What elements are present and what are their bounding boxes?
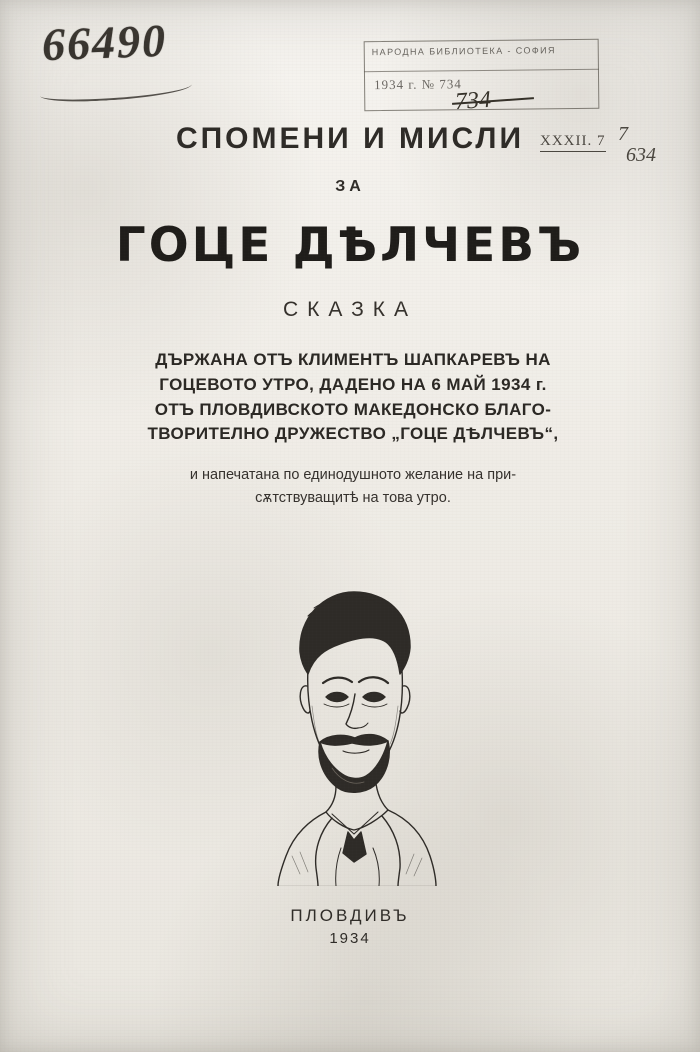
portrait-svg xyxy=(228,556,478,886)
title-subject-name: ГОЦЕ ДѢЛЧЕВЪ xyxy=(115,218,585,273)
note-block xyxy=(118,464,588,511)
note-line: и напечатана по единодушното желание на при- xyxy=(189,467,517,483)
shelf-mark-numerator: 7 xyxy=(618,123,628,145)
description-block xyxy=(118,348,588,447)
title-genre: СКАЗКА xyxy=(282,298,418,321)
imprint-city: ПЛОВДИВЪ xyxy=(290,906,410,925)
accession-underline xyxy=(40,76,193,104)
library-stamp-line2: 1934 г. № 734 xyxy=(374,76,462,93)
description-line: ТВОРИТЕЛНО ДРУЖЕСТВО „ГОЦЕ ДѢЛЧЕВЪ“, xyxy=(147,424,559,444)
description-line: ГОЦЕВОТО УТРО, ДАДЕНО НА 6 МАЙ 1934 г. xyxy=(159,374,547,394)
shelf-mark-denominator: 634 xyxy=(626,144,656,166)
note-line: сѫтствуващитѣ на това утро. xyxy=(255,490,451,507)
accession-number-handwritten: 66490 xyxy=(41,14,168,71)
shelf-mark-code: XXXII. 7 xyxy=(540,133,606,152)
description-line: ДЪРЖАНА ОТЪ КЛИМЕНТЪ ШАПКАРЕВЪ НА xyxy=(155,350,551,369)
ink-annotation: 734 xyxy=(454,86,492,116)
imprint-year: 1934 xyxy=(329,930,371,947)
description-line: ОТЪ ПЛОВДИВСКОТО МАКЕДОНСКО БЛАГО- xyxy=(154,399,552,419)
title-preposition: ЗА xyxy=(335,178,365,195)
library-stamp-line1: НАРОДНА БИБЛИОТЕКА - СОФИЯ xyxy=(371,45,556,58)
title-main: СПОМЕНИ И МИСЛИ xyxy=(175,122,525,155)
portrait-illustration xyxy=(228,556,478,886)
